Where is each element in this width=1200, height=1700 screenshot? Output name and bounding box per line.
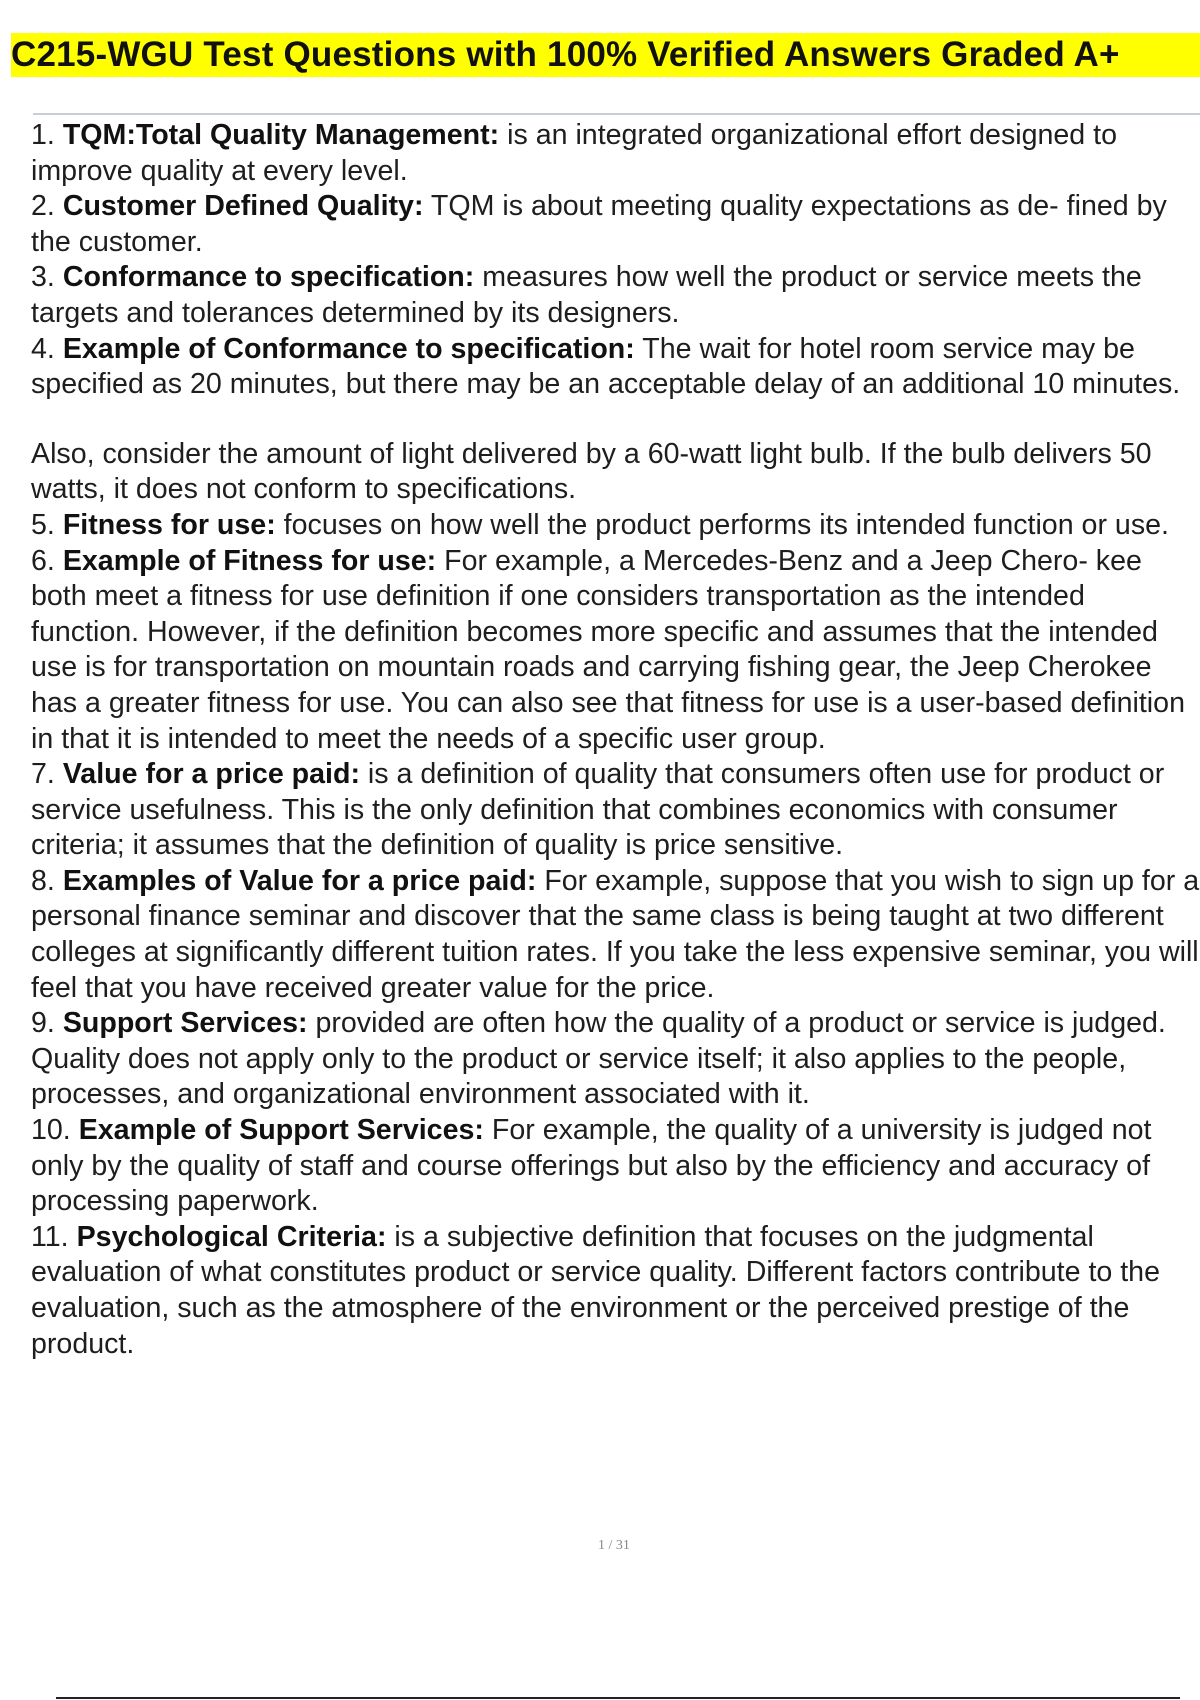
footer-divider bbox=[56, 1697, 1180, 1699]
item-term: Fitness for use: bbox=[62, 508, 276, 541]
item-term: Customer Defined Quality: bbox=[62, 190, 424, 223]
item-term: Support Services: bbox=[62, 1007, 308, 1040]
definitions-list bbox=[31, 118, 1200, 1362]
item-definition: The wait for hotel room service may be specified as 20 minutes, but there may be an acceptable delay of an additional 10 minutes. bbox=[31, 332, 1181, 401]
item-term: Example of Support Services: bbox=[78, 1114, 484, 1147]
item-term: Conformance to specification: bbox=[62, 261, 475, 294]
document-title-banner bbox=[11, 33, 1200, 77]
item-term: Value for a price paid: bbox=[62, 758, 360, 791]
item-definition: provided are often how the quality of a product or service is judged. Quality does not apply only to the product or service itself; it also applies to the people, processes, and organizational environment associated with it. bbox=[31, 1007, 1166, 1111]
item-definition: For example, the quality of a university is judged not only by the quality of staff and course offerings but also by the efficiency and accuracy of processing paperwork. bbox=[31, 1114, 1152, 1218]
item-term: Examples of Value for a price paid: bbox=[62, 864, 537, 897]
item-definition: focuses on how well the product performs its intended function or use. bbox=[283, 508, 1169, 541]
item-definition: TQM is about meeting quality expectations as de- fined by the customer. bbox=[31, 190, 1167, 258]
paragraph-gap bbox=[31, 403, 1200, 437]
document-title: C215-WGU Test Questions with 100% Verified Answers Graded A+ bbox=[11, 35, 1120, 74]
list-item bbox=[31, 118, 1200, 189]
item-term: Psychological Criteria: bbox=[76, 1220, 387, 1253]
item-number: 1. bbox=[31, 119, 55, 151]
item-number: 9. bbox=[31, 1007, 55, 1040]
item-definition: is an integrated organizational effort designed to improve quality at every level. bbox=[31, 119, 1118, 187]
item-definition: is a subjective definition that focuses on the judgmental evaluation of what constitutes product or service quality. Different factors contribute to the evaluation, such as the atmosphere of the environment or the perceived prestige of the product. bbox=[31, 1220, 1160, 1360]
item-extra-paragraph: Also, consider the amount of light delivered by a 60-watt light bulb. If the bulb delivers 50 watts, it does not conform to specifications. bbox=[31, 437, 1152, 506]
header-divider bbox=[33, 113, 1200, 115]
item-number: 3. bbox=[31, 261, 55, 294]
list-item bbox=[31, 189, 1200, 260]
list-item bbox=[31, 260, 1200, 331]
item-definition: is a definition of quality that consumers often use for product or service usefulness. This is the only definition that combines economics with consumer criteria; it assumes that the definition of quality is price sensitive. bbox=[31, 758, 1165, 862]
item-number: 4. bbox=[31, 332, 55, 365]
list-item bbox=[31, 1113, 1200, 1220]
list-item bbox=[31, 1220, 1200, 1362]
item-definition: For example, suppose that you wish to sign up for a personal finance seminar and discover that the same class is being taught at two different colleges at significantly different tuition rates. If you take the less expensive seminar, you will feel that you have received greater value for the price. bbox=[31, 864, 1200, 1004]
item-number: 2. bbox=[31, 190, 55, 223]
list-item bbox=[31, 508, 1200, 544]
list-item bbox=[31, 757, 1200, 864]
item-number: 10. bbox=[31, 1114, 71, 1147]
list-item bbox=[31, 1006, 1200, 1113]
list-item bbox=[31, 864, 1200, 1006]
list-item bbox=[31, 544, 1200, 758]
page-number: 1 / 31 bbox=[598, 1538, 630, 1553]
item-number: 11. bbox=[31, 1220, 69, 1253]
list-item bbox=[31, 332, 1200, 403]
item-definition: For example, a Mercedes-Benz and a Jeep Chero- kee both meet a fitness for use definition if one considers transportation as the intended function. However, if the definition becomes more specific and assumes that the intended use is for transportation on mountain roads and carrying fishing gear, the Jeep Cherokee has a greater fitness for use. You can also see that fitness for use is a user-based definition in that it is intended to meet the needs of a specific user group. bbox=[31, 544, 1185, 755]
item-definition: measures how well the product or service meets the targets and tolerances determined by its designers. bbox=[31, 261, 1142, 329]
item-number: 6. bbox=[31, 544, 55, 577]
item-number: 7. bbox=[31, 758, 55, 791]
item-number: 8. bbox=[31, 864, 55, 897]
item-number: 5. bbox=[31, 508, 55, 541]
item-term: Example of Fitness for use: bbox=[62, 544, 437, 577]
item-term: Example of Conformance to specification: bbox=[62, 332, 635, 365]
item-term: TQM:Total Quality Management: bbox=[62, 119, 500, 151]
